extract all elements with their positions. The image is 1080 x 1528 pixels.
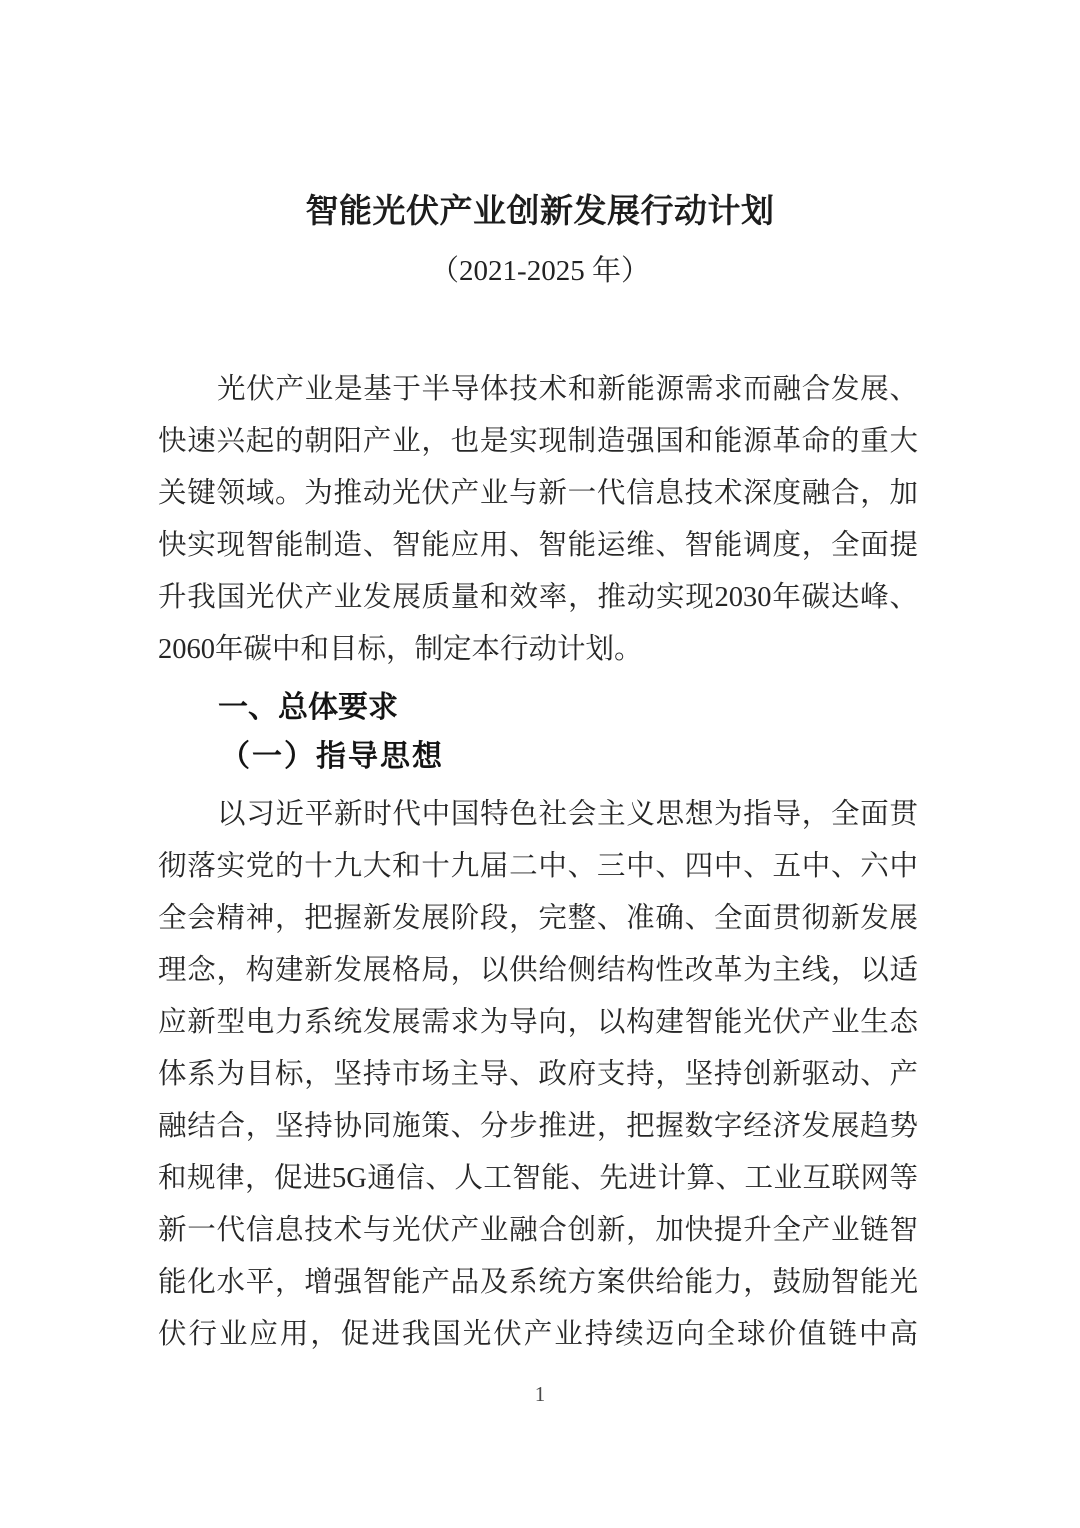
paragraph-line: 光伏产业是基于半导体技术和新能源需求而融合发展、 xyxy=(217,374,918,405)
intro-paragraph xyxy=(158,364,918,676)
document-subtitle: （2021-2025 年） xyxy=(430,255,650,287)
paragraph-line: 快速兴起的朝阳产业，也是实现制造强国和能源革命的重大 xyxy=(158,426,918,457)
page-number: 1 xyxy=(534,1382,546,1406)
paragraph-line: 彻落实党的十九大和十九届二中、三中、四中、五中、六中 xyxy=(158,851,918,882)
section-heading: 一、总体要求 xyxy=(218,691,398,724)
subsection-heading: （一）指导思想 xyxy=(220,740,444,773)
paragraph-line: 全会精神，把握新发展阶段，完整、准确、全面贯彻新发展 xyxy=(158,903,918,934)
paragraph-line: 伏行业应用，促进我国光伏产业持续迈向全球价值链中高 xyxy=(158,1319,918,1350)
paragraph-line: 关键领域。为推动光伏产业与新一代信息技术深度融合，加 xyxy=(158,478,918,509)
paragraph-line: 新一代信息技术与光伏产业融合创新，加快提升全产业链智 xyxy=(158,1215,918,1246)
guiding-ideology-paragraph xyxy=(158,789,918,1361)
paragraph-line: 能化水平，增强智能产品及系统方案供给能力，鼓励智能光 xyxy=(158,1267,918,1298)
paragraph-line: 融结合，坚持协同施策、分步推进，把握数字经济发展趋势 xyxy=(158,1111,918,1142)
paragraph-line: 升我国光伏产业发展质量和效率，推动实现2030年碳达峰、 xyxy=(158,582,918,613)
paragraph-line: 以习近平新时代中国特色社会主义思想为指导，全面贯 xyxy=(217,799,918,830)
paragraph-line: 体系为目标，坚持市场主导、政府支持，坚持创新驱动、产 xyxy=(158,1059,918,1090)
paragraph-line: 2060年碳中和目标，制定本行动计划。 xyxy=(158,634,643,665)
paragraph-line: 和规律，促进5G通信、人工智能、先进计算、工业互联网等 xyxy=(158,1163,918,1194)
paragraph-line: 理念，构建新发展格局，以供给侧结构性改革为主线，以适 xyxy=(158,955,918,986)
paragraph-line: 应新型电力系统发展需求为导向，以构建智能光伏产业生态 xyxy=(158,1007,918,1038)
document-title: 智能光伏产业创新发展行动计划 xyxy=(305,192,775,229)
paragraph-line: 快实现智能制造、智能应用、智能运维、智能调度，全面提 xyxy=(158,530,918,561)
